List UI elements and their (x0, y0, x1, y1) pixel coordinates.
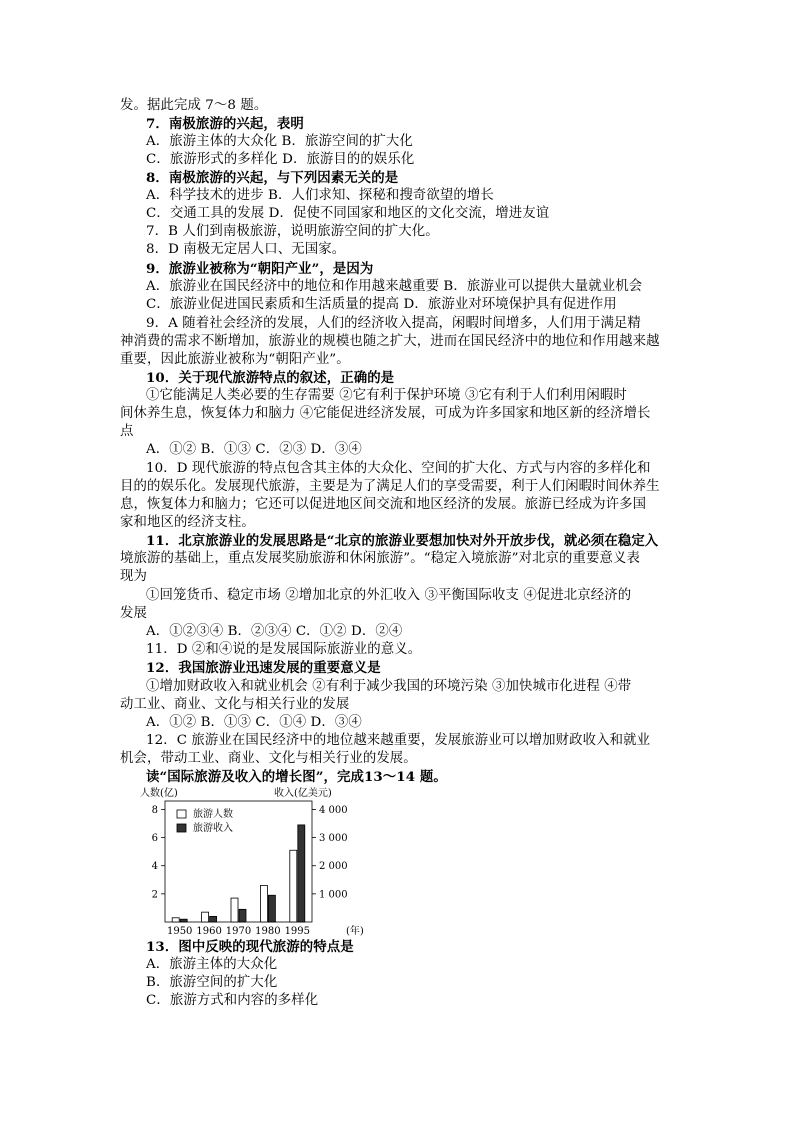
question-11-cont: 现为 (120, 569, 147, 584)
question-11-cont: 境旅游的基础上，重点发展奖励旅游和休闲旅游”。“稳定入境旅游”对北京的重要意义表 (120, 551, 640, 566)
statements-11: ①回笼货币、稳定市场 ②增加北京的外汇收入 ③平衡国际收支 ④促进北京经济的 (146, 588, 632, 603)
bar-income (210, 916, 217, 922)
question-11: 11．北京旅游业的发展思路是“北京的旅游业要想加快对外开放步伐，就必须在稳定入 (146, 533, 659, 549)
right-tick-label: 3 000 (319, 833, 348, 845)
question-10: 10．关于现代旅游特点的叙述，正确的是 (146, 370, 395, 386)
left-tick-label: 4 (151, 861, 158, 873)
options-9-ab: A．旅游业在国民经济中的地位和作用越来越重要 B．旅游业可以提供大量就业机会 (146, 279, 643, 294)
answer-11: 11．D ②和④说的是发展国际旅游业的意义。 (146, 642, 422, 657)
question-7: 7．南极旅游的兴起，表明 (146, 116, 304, 132)
option-13-a: A．旅游主体的大众化 (146, 957, 278, 972)
left-tick-label: 8 (151, 804, 158, 816)
question-13: 13．图中反映的现代旅游的特点是 (146, 939, 354, 955)
text-line: 发。据此完成 7～8 题。 (120, 98, 268, 113)
right-tick-label: 4 000 (319, 804, 348, 816)
right-tick-label: 2 000 (319, 861, 348, 873)
options-12: A．①② B．①③ C．①④ D．③④ (146, 715, 362, 730)
x-tick-label: 1950 (166, 926, 193, 937)
statements-10: ①它能满足人类必要的生存需要 ②它有利于保护环境 ③它有利于人们利用闲暇时 (146, 388, 627, 403)
options-7-ab: A．旅游主体的大众化 B．旅游空间的扩大化 (146, 134, 413, 149)
chart-intro: 读“国际旅游及收入的增长图”，完成13～14 题。 (146, 769, 447, 785)
tourism-growth-chart (138, 786, 378, 938)
bar-visitors (202, 912, 209, 922)
option-13-c: C．旅游方式和内容的多样化 (146, 993, 319, 1008)
answer-9-cont: 重要，因此旅游业被称为“朝阳产业”。 (120, 352, 350, 367)
left-tick-label: 6 (151, 833, 158, 845)
left-axis-label: 人数(亿) (140, 788, 178, 799)
bar-visitors (290, 850, 297, 922)
answer-12: 12．C 旅游业在国民经济中的地位越来越重要，发展旅游业可以增加财政收入和就业 (146, 733, 651, 748)
x-unit-label: (年) (346, 926, 364, 937)
options-8-cd: C．交通工具的发展 D．促使不同国家和地区的文化交流，增进友谊 (146, 206, 550, 221)
answer-8: 8．D 南极无定居人口、无国家。 (146, 242, 346, 257)
bar-income (268, 895, 275, 922)
answer-10-cont: 目的的娱乐化。发展现代旅游，主要是为了满足人们的享受需要，利于人们闲暇时间休养生 (120, 479, 660, 494)
statements-12-cont: 动工业、商业、文化与相关行业的发展 (120, 697, 350, 712)
x-tick-label: 1980 (255, 926, 281, 937)
legend-label-income: 旅游收入 (193, 823, 233, 834)
statements-11-cont: 发展 (120, 606, 147, 621)
options-11: A．①②③④ B．②③④ C．①② D．②④ (146, 624, 403, 639)
options-7-cd: C．旅游形式的多样化 D．旅游目的的娱乐化 (146, 152, 415, 167)
option-13-b: B．旅游空间的扩大化 (146, 975, 278, 990)
statements-10-cont: 点 (120, 424, 134, 439)
bar-visitors (231, 898, 238, 922)
legend-swatch-income (177, 824, 186, 832)
options-9-cd: C．旅游业促进国民素质和生活质量的提高 D．旅游业对环境保护具有促进作用 (146, 297, 617, 312)
legend-label-visitors: 旅游人数 (193, 809, 233, 820)
answer-7: 7．B 人们到南极旅游，说明旅游空间的扩大化。 (146, 224, 439, 239)
options-10: A．①② B．①③ C．②③ D．③④ (146, 442, 362, 457)
bar-income (180, 919, 187, 922)
x-tick-label: 1995 (284, 926, 311, 937)
answer-9: 9．A 随着社会经济的发展，人们的经济收入提高，闲暇时间增多，人们用于满足精 (146, 316, 641, 331)
statements-10-cont: 间休养生息，恢复体力和脑力 ④它能促进经济发展，可成为许多国家和地区新的经济增长 (120, 406, 651, 421)
right-axis-label: 收入(亿美元) (274, 788, 332, 799)
question-8: 8．南极旅游的兴起，与下列因素无关的是 (146, 170, 399, 186)
legend-swatch-visitors (177, 810, 186, 818)
right-tick-label: 1 000 (319, 889, 348, 901)
x-tick-label: 1970 (225, 926, 252, 937)
left-tick-label: 2 (151, 889, 158, 901)
answer-10-cont: 家和地区的经济支柱。 (120, 515, 255, 530)
options-8-ab: A．科学技术的进步 B．人们求知、探秘和搜奇欲望的增长 (146, 188, 494, 203)
x-tick-label: 1960 (196, 926, 222, 937)
bar-visitors (172, 918, 179, 922)
answer-9-cont: 神消费的需求不断增加，旅游业的规模也随之扩大，进而在国民经济中的地位和作用越来越 (120, 334, 660, 349)
statements-12: ①增加财政收入和就业机会 ②有利于减少我国的环境污染 ③加快城市化进程 ④带 (146, 679, 632, 694)
answer-10: 10．D 现代旅游的特点包含其主体的大众化、空间的扩大化、方式与内容的多样化和 (146, 461, 651, 476)
answer-12-cont: 机会，带动工业、商业、文化与相关行业的发展。 (120, 751, 417, 766)
question-12: 12．我国旅游业迅速发展的重要意义是 (146, 660, 381, 676)
bar-income (298, 825, 305, 922)
answer-10-cont: 息，恢复体力和脑力；它还可以促进地区间交流和地区经济的发展。旅游已经成为许多国 (120, 497, 647, 512)
bar-visitors (260, 885, 267, 922)
bar-income (239, 909, 246, 922)
question-9: 9．旅游业被称为“朝阳产业”，是因为 (146, 261, 374, 277)
